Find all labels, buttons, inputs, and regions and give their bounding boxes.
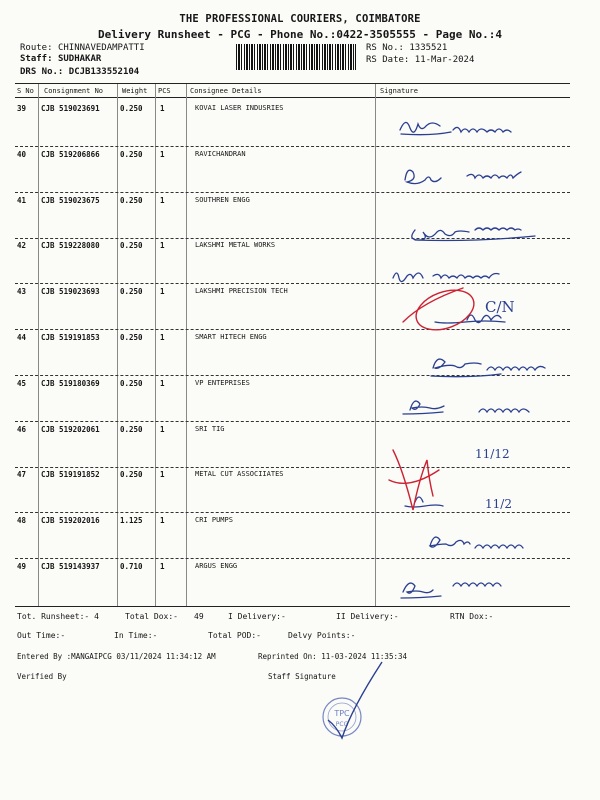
- rs-no-label: RS No.:: [366, 43, 404, 53]
- signature-row-43: [435, 315, 505, 323]
- row-sno: 45: [17, 379, 27, 388]
- row-consignment-no: CJB 519143937: [41, 562, 100, 571]
- staff-line: [20, 54, 101, 64]
- table-header-rule: [15, 97, 570, 98]
- row-consignee: VP ENTEPRISES: [195, 379, 250, 387]
- row-weight: 0.250: [120, 150, 143, 159]
- row-pcs: 1: [160, 562, 165, 571]
- ii-delivery: II Delivery:-: [336, 612, 399, 621]
- signature-row-45: [403, 401, 529, 414]
- total-dox-label: Total Dox:-: [125, 612, 178, 621]
- col-divider: [117, 84, 118, 606]
- row-sno: 41: [17, 196, 27, 205]
- row-consignee: SRI TIG: [195, 425, 225, 433]
- runsheet-subtitle: Delivery Runsheet - PCG - Phone No.:0422-3505555 - Page No.:4: [98, 28, 502, 41]
- staff-label: Staff:: [20, 54, 53, 64]
- barcode-image: [236, 44, 356, 70]
- route-label: Route:: [20, 43, 53, 53]
- route-line: [20, 43, 145, 53]
- row-sno: 49: [17, 562, 27, 571]
- handwritten-date-note-46: 11/12: [475, 447, 510, 461]
- reprinted-on: Reprinted On: 11-03-2024 11:35:34: [258, 652, 408, 661]
- row-sno: 43: [17, 287, 27, 296]
- row-sno: 40: [17, 150, 27, 159]
- tpc-stamp: [310, 650, 400, 750]
- row-consignment-no: CJB 519023693: [41, 287, 100, 296]
- col-divider: [186, 84, 187, 606]
- row-consignee: LAKSHMI PRECISION TECH: [195, 287, 288, 295]
- row-consignee: SMART HITECH ENGG: [195, 333, 267, 341]
- row-pcs: 1: [160, 425, 165, 434]
- stamp-text-bottom: PCG: [335, 721, 349, 728]
- in-time: In Time:-: [114, 631, 158, 640]
- row-consignment-no: CJB 519228080: [41, 241, 100, 250]
- row-weight: 0.250: [120, 470, 143, 479]
- col-header-pcs: PCS: [158, 87, 171, 95]
- row-weight: 0.250: [120, 333, 143, 342]
- row-weight: 0.250: [120, 287, 143, 296]
- verified-by: Verified By: [17, 672, 67, 681]
- signature-row-49: [401, 583, 501, 598]
- out-time: Out Time:-: [17, 631, 66, 640]
- row-pcs: 1: [160, 516, 165, 525]
- entered-by: Entered By :MANGAIPCG 03/11/2024 11:34:12 AM: [17, 652, 216, 661]
- row-consignee: LAKSHMI METAL WORKS: [195, 241, 276, 249]
- row-consignment-no: CJB 519023691: [41, 104, 100, 113]
- company-title: THE PROFESSIONAL COURIERS, COIMBATORE: [179, 13, 421, 25]
- row-pcs: 1: [160, 287, 165, 296]
- tot-runsheet: Tot. Runsheet:- 4: [17, 612, 99, 621]
- row-weight: 0.250: [120, 196, 143, 205]
- row-consignee: RAVICHANDRAN: [195, 150, 246, 158]
- row-sno: 47: [17, 470, 27, 479]
- rs-date-value: 11-Mar-2024: [414, 55, 475, 65]
- handwritten-date-note-47: 11/2: [485, 497, 512, 511]
- col-header-consignment: Consignment No: [44, 87, 104, 95]
- row-pcs: 1: [160, 196, 165, 205]
- row-pcs: 1: [160, 470, 165, 479]
- row-consignee: CRI PUMPS: [195, 516, 233, 524]
- staff-value: SUDHAKAR: [57, 54, 102, 64]
- table-bottom-rule: [15, 606, 570, 607]
- handwritten-cn-note: C/N: [485, 298, 515, 316]
- row-sno: 39: [17, 104, 27, 113]
- row-weight: 0.250: [120, 241, 143, 250]
- row-weight: 0.250: [120, 379, 143, 388]
- row-weight: 1.125: [120, 516, 143, 525]
- row-weight: 0.710: [120, 562, 143, 571]
- rs-date-label: RS Date:: [366, 55, 410, 65]
- row-consignment-no: CJB 519180369: [41, 379, 100, 388]
- signature-row-48: [430, 537, 523, 548]
- row-consignee: METAL CUT ASSOCIIATES: [195, 470, 284, 478]
- row-consignment-no: CJB 519023675: [41, 196, 100, 205]
- signature-scribbles: [375, 100, 575, 606]
- row-sno: 46: [17, 425, 27, 434]
- staff-signature-label: Staff Signature: [268, 672, 336, 681]
- rs-no-value: 1335521: [409, 43, 448, 53]
- table-top-rule: [15, 83, 570, 84]
- total-dox-value: 49: [194, 612, 204, 621]
- row-consignment-no: CJB 519202061: [41, 425, 100, 434]
- rtn-dox: RTN Dox:-: [450, 612, 494, 621]
- col-header-consignee: Consignee Details: [190, 87, 262, 95]
- row-sno: 48: [17, 516, 27, 525]
- row-consignment-no: CJB 519191852: [41, 470, 100, 479]
- route-value: CHINNAVEDAMPATTI: [57, 43, 145, 53]
- i-delivery: I Delivery:-: [228, 612, 286, 621]
- total-pod: Total POD:-: [208, 631, 261, 640]
- row-consignee: KOVAI LASER INDUSRIES: [195, 104, 284, 112]
- row-consignee: SOUTHREN ENGG: [195, 196, 250, 204]
- stamp-text-top: TPC: [334, 709, 350, 718]
- drs-value: DCJB133552104: [68, 67, 140, 77]
- rs-date-line: [366, 55, 474, 65]
- signature-row-44: [431, 359, 545, 377]
- col-divider: [155, 84, 156, 606]
- row-pcs: 1: [160, 104, 165, 113]
- signature-row-40: [405, 170, 521, 183]
- row-pcs: 1: [160, 241, 165, 250]
- col-header-sno: S No: [17, 87, 34, 95]
- col-divider: [38, 84, 39, 606]
- row-pcs: 1: [160, 333, 165, 342]
- row-sno: 44: [17, 333, 27, 342]
- row-weight: 0.250: [120, 104, 143, 113]
- col-header-signature: Signature: [380, 87, 418, 95]
- rs-no-line: [366, 43, 447, 53]
- row-consignment-no: CJB 519202016: [41, 516, 100, 525]
- signature-row-39: [400, 122, 511, 134]
- drs-line: [20, 67, 139, 77]
- row-consignment-no: CJB 519191853: [41, 333, 100, 342]
- row-pcs: 1: [160, 150, 165, 159]
- row-consignment-no: CJB 519206866: [41, 150, 100, 159]
- row-weight: 0.250: [120, 425, 143, 434]
- delvy-points: Delvy Points:-: [288, 631, 356, 640]
- signature-row-42: [393, 273, 499, 282]
- drs-label: DRS No.:: [20, 67, 64, 77]
- row-consignee: ARGUS ENGG: [195, 562, 238, 570]
- row-pcs: 1: [160, 379, 165, 388]
- col-header-weight: Weight: [122, 87, 148, 95]
- row-sno: 42: [17, 241, 27, 250]
